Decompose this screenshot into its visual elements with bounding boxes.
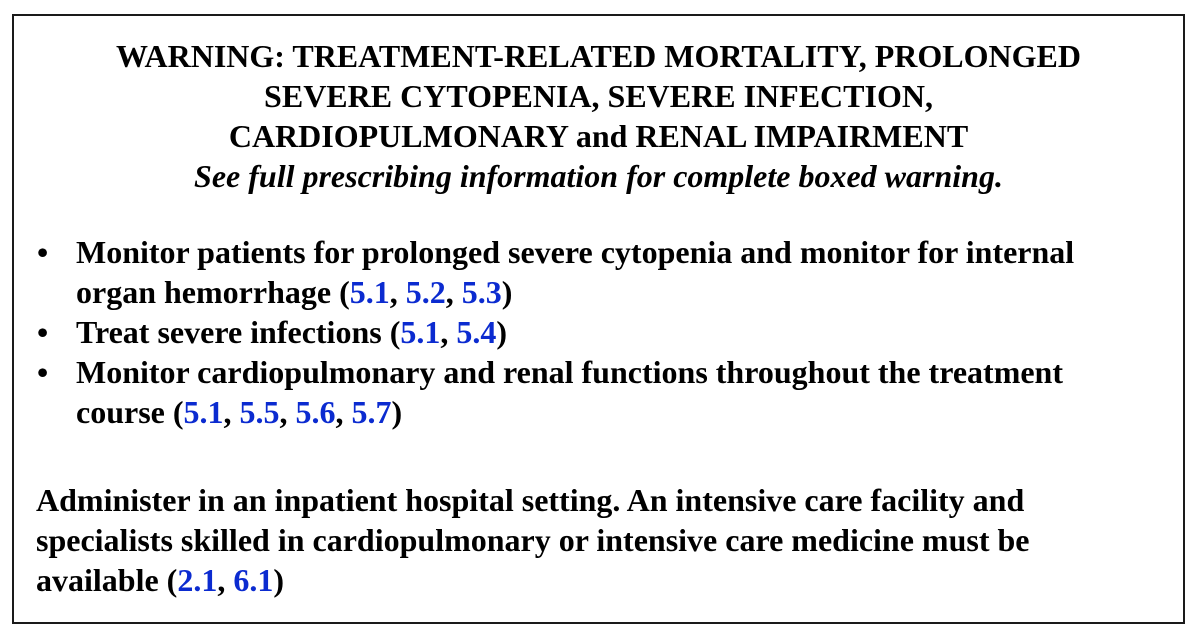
ref-separator: , bbox=[279, 394, 296, 430]
bullet-close: ) bbox=[391, 394, 403, 430]
bullet-text: Treat severe infections ( bbox=[76, 314, 401, 350]
section-ref-link[interactable]: 5.1 bbox=[183, 394, 224, 430]
section-ref-link[interactable]: 5.3 bbox=[461, 274, 502, 310]
ref-separator: , bbox=[445, 274, 462, 310]
administration-text: Administer in an inpatient hospital setting. An intensive care facility and specialists skilled in cardiopulmonary or intensive care medicine must be available ( bbox=[36, 482, 1030, 598]
section-ref-link[interactable]: 5.4 bbox=[456, 314, 497, 350]
bullet-close: ) bbox=[501, 274, 513, 310]
bullet-text: Monitor patients for prolonged severe cytopenia and monitor for internal organ hemorrhage ( bbox=[76, 234, 1075, 310]
warning-title-line-2: SEVERE CYTOPENIA, SEVERE INFECTION, bbox=[264, 78, 933, 114]
section-ref-link[interactable]: 5.2 bbox=[405, 274, 446, 310]
ref-separator: , bbox=[223, 394, 240, 430]
ref-separator: , bbox=[217, 562, 234, 598]
bullet-item bbox=[14, 232, 1183, 312]
section-ref-link[interactable]: 5.6 bbox=[295, 394, 336, 430]
bullet-dot-icon: • bbox=[37, 234, 49, 270]
warning-title-line-3: CARDIOPULMONARY and RENAL IMPAIRMENT bbox=[228, 118, 969, 154]
section-ref-link[interactable]: 5.7 bbox=[351, 394, 392, 430]
warning-title bbox=[14, 36, 1183, 156]
administration-close: ) bbox=[273, 562, 284, 598]
bullet-dot-icon: • bbox=[37, 314, 49, 350]
bullet-close: ) bbox=[496, 314, 507, 350]
ref-separator: , bbox=[335, 394, 352, 430]
administration-note bbox=[14, 480, 1183, 600]
bullet-text: Monitor cardiopulmonary and renal functions throughout the treatment course ( bbox=[76, 354, 1063, 430]
boxed-warning bbox=[12, 14, 1185, 624]
warning-title-line-1: WARNING: TREATMENT-RELATED MORTALITY, PROLONGED bbox=[116, 38, 1081, 74]
warning-subtitle: See full prescribing information for complete boxed warning. bbox=[194, 158, 1003, 194]
section-ref-link[interactable]: 2.1 bbox=[177, 562, 218, 598]
ref-separator: , bbox=[440, 314, 457, 350]
section-ref-link[interactable]: 6.1 bbox=[233, 562, 274, 598]
ref-separator: , bbox=[389, 274, 406, 310]
section-ref-link[interactable]: 5.1 bbox=[349, 274, 390, 310]
section-ref-link[interactable]: 5.1 bbox=[400, 314, 441, 350]
warning-bullet-list bbox=[14, 232, 1183, 432]
section-ref-link[interactable]: 5.5 bbox=[239, 394, 280, 430]
bullet-item bbox=[14, 312, 1183, 352]
bullet-dot-icon: • bbox=[37, 354, 49, 390]
bullet-item bbox=[14, 352, 1183, 432]
